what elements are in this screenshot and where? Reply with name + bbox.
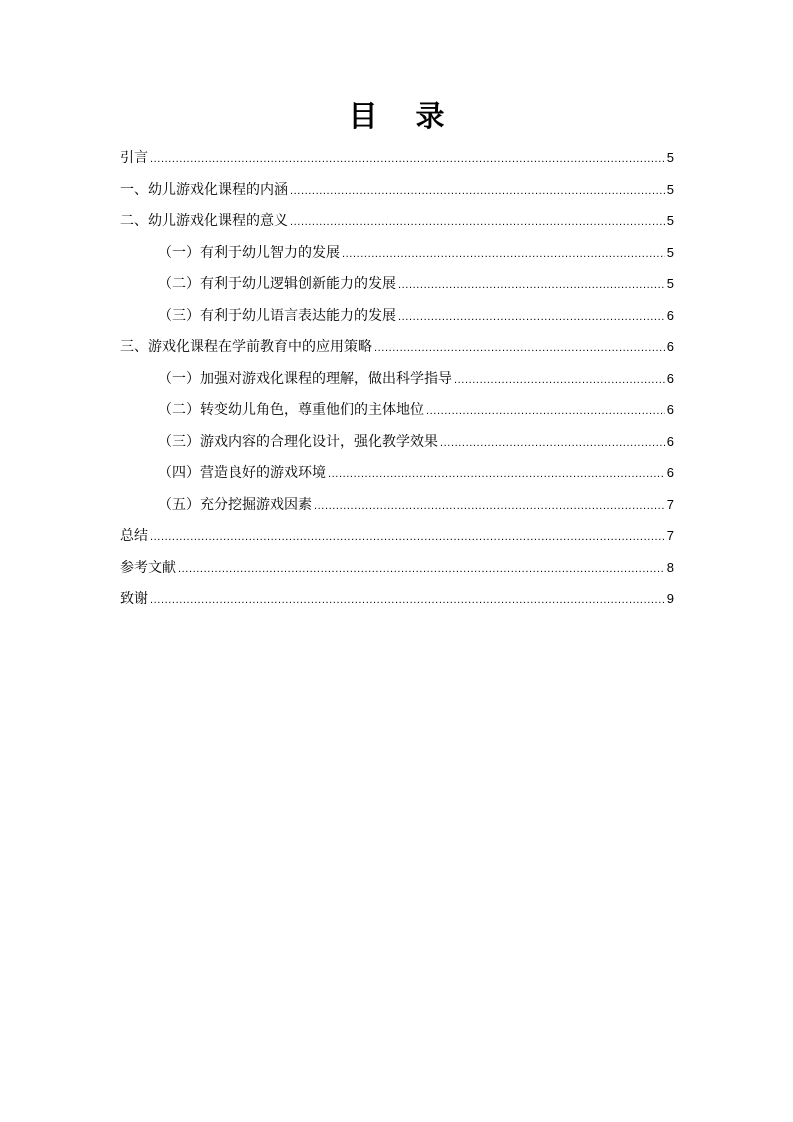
toc-entry[interactable] (120, 331, 674, 363)
toc-entry[interactable] (120, 489, 674, 521)
toc-page-number: 7 (666, 528, 674, 543)
toc-dot-leader (398, 302, 665, 334)
toc-title: 目 录 (348, 99, 459, 133)
toc-entry-text: （三）游戏内容的合理化设计，强化教学效果 (158, 433, 438, 450)
toc-page-number: 8 (666, 559, 674, 575)
toc-entry[interactable] (120, 268, 674, 300)
toc-dot-leader (314, 491, 665, 523)
toc-page-number: 6 (666, 465, 674, 480)
toc-entry-text: 致谢 (120, 591, 148, 607)
toc-entry[interactable] (120, 142, 674, 174)
toc-dot-leader (342, 239, 665, 271)
toc-page-number: 6 (666, 402, 674, 417)
toc-entry[interactable] (120, 520, 674, 552)
toc-entry[interactable] (120, 174, 674, 206)
toc-entry-text: （四）营造良好的游戏环境 (158, 465, 326, 481)
toc-entry-text: （五）充分挖掘游戏因素 (158, 496, 312, 513)
toc-dot-leader (150, 144, 665, 176)
toc-page-number: 5 (666, 150, 674, 165)
toc-entry[interactable] (120, 394, 674, 426)
toc-entry[interactable] (120, 457, 674, 489)
toc-dot-leader (440, 428, 665, 460)
toc-page-number: 5 (666, 181, 674, 197)
toc-dot-leader (398, 270, 665, 302)
toc-dot-leader (150, 585, 665, 617)
toc-dot-leader (328, 459, 665, 491)
toc-entry-text: （一）有利于幼儿智力的发展 (158, 244, 340, 261)
toc-entry-text: （一）加强对游戏化课程的理解，做出科学指导 (158, 370, 452, 387)
toc-dot-leader (454, 365, 665, 397)
toc-page-number: 7 (666, 496, 674, 512)
toc-entry[interactable] (120, 205, 674, 237)
toc-page-number: 6 (666, 433, 674, 449)
toc-page-number: 5 (666, 244, 674, 260)
toc-dot-leader (374, 333, 665, 365)
toc-page-number: 5 (666, 276, 674, 291)
toc-list (120, 142, 674, 615)
toc-dot-leader (178, 554, 665, 586)
toc-dot-leader (290, 176, 665, 208)
toc-entry-text: 总结 (120, 528, 148, 544)
toc-page-number: 9 (666, 591, 674, 606)
toc-dot-leader (290, 207, 665, 239)
toc-entry[interactable] (120, 426, 674, 458)
toc-page-number: 6 (666, 307, 674, 323)
toc-entry[interactable] (120, 552, 674, 584)
toc-entry[interactable] (120, 300, 674, 332)
toc-entry-text: （二）转变幼儿角色，尊重他们的主体地位 (158, 402, 424, 418)
toc-entry-text: 引言 (120, 150, 148, 166)
toc-entry[interactable] (120, 237, 674, 269)
toc-entry-text: （二）有利于幼儿逻辑创新能力的发展 (158, 276, 396, 292)
toc-entry[interactable] (120, 363, 674, 395)
toc-entry-text: （三）有利于幼儿语言表达能力的发展 (158, 307, 396, 324)
toc-page-number: 6 (666, 339, 674, 354)
toc-dot-leader (426, 396, 665, 428)
toc-page-number: 5 (666, 213, 674, 228)
toc-dot-leader (150, 522, 665, 554)
toc-entry-text: 参考文献 (120, 559, 176, 576)
toc-entry[interactable] (120, 583, 674, 615)
toc-page-number: 6 (666, 370, 674, 386)
toc-entry-text: 二、幼儿游戏化课程的意义 (120, 213, 288, 229)
toc-entry-text: 一、幼儿游戏化课程的内涵 (120, 181, 288, 198)
toc-entry-text: 三、游戏化课程在学前教育中的应用策略 (120, 339, 372, 355)
